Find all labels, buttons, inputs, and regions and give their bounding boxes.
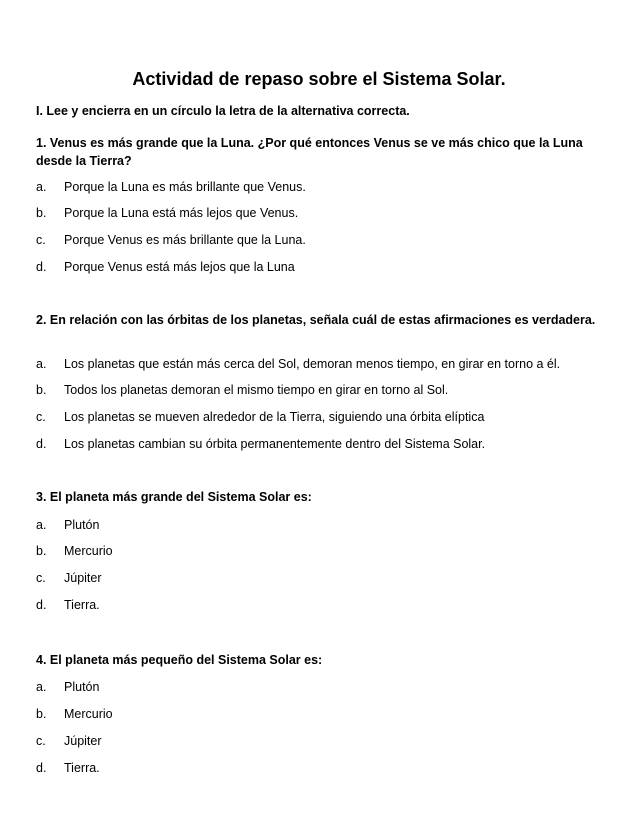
question-2-text: 2. En relación con las órbitas de los planetas, señala cuál de estas afirmaciones es verdadera. [36,313,596,327]
question-3-option-b [36,543,113,559]
option-text: Todos los planetas demoran el mismo tiempo en girar en torno al Sol. [64,383,449,397]
option-letter: d. [36,598,47,612]
option-letter: c. [36,571,46,585]
question-2-option-a [36,356,560,372]
option-letter: b. [36,707,47,721]
question-2-option-d [36,436,485,452]
question-1-option-a [36,179,306,195]
question-4-option-a [36,679,99,695]
option-letter: b. [36,383,47,397]
question-1-option-c [36,232,306,248]
option-text: Tierra. [64,598,100,612]
question-1-option-b [36,205,298,221]
question-3-option-a [36,517,99,533]
option-letter: d. [36,260,47,274]
option-letter: a. [36,518,47,532]
question-3-option-c [36,570,102,586]
question-2-option-b [36,382,448,398]
instructions-text: I. Lee y encierra en un círculo la letra de la alternativa correcta. [36,104,410,118]
page-title: Actividad de repaso sobre el Sistema Solar. [132,69,506,89]
question-2-option-c [36,409,484,425]
question-3-option-d [36,597,100,613]
question-4-option-c [36,733,102,749]
option-text: Porque Venus está más lejos que la Luna [64,260,295,274]
question-4-text: 4. El planeta más pequeño del Sistema Solar es: [36,653,323,667]
option-letter: b. [36,206,47,220]
option-letter: d. [36,437,47,451]
option-text: Tierra. [64,761,100,775]
option-letter: c. [36,734,46,748]
question-1-text: 1. Venus es más grande que la Luna. ¿Por qué entonces Venus se ve más chico que la Luna desde la Tierra? [36,136,583,168]
option-letter: b. [36,544,47,558]
option-text: Júpiter [64,571,102,585]
option-text: Mercurio [64,544,113,558]
option-text: Porque la Luna es más brillante que Venus. [64,180,306,194]
option-text: Plutón [64,518,100,532]
option-text: Porque Venus es más brillante que la Luna. [64,233,306,247]
option-text: Los planetas se mueven alrededor de la Tierra, siguiendo una órbita elíptica [64,410,485,424]
question-4-option-d [36,760,100,776]
option-text: Júpiter [64,734,102,748]
question-3-text: 3. El planeta más grande del Sistema Solar es: [36,490,312,504]
option-letter: a. [36,180,47,194]
option-letter: c. [36,233,46,247]
option-text: Mercurio [64,707,113,721]
question-1-option-d [36,259,295,275]
option-text: Los planetas que están más cerca del Sol, demoran menos tiempo, en girar en torno a él. [64,357,561,371]
option-text: Plutón [64,680,100,694]
question-4-option-b [36,706,113,722]
option-letter: a. [36,357,47,371]
option-text: Porque la Luna está más lejos que Venus. [64,206,299,220]
option-text: Los planetas cambian su órbita permanentemente dentro del Sistema Solar. [64,437,486,451]
option-letter: a. [36,680,47,694]
option-letter: c. [36,410,46,424]
option-letter: d. [36,761,47,775]
